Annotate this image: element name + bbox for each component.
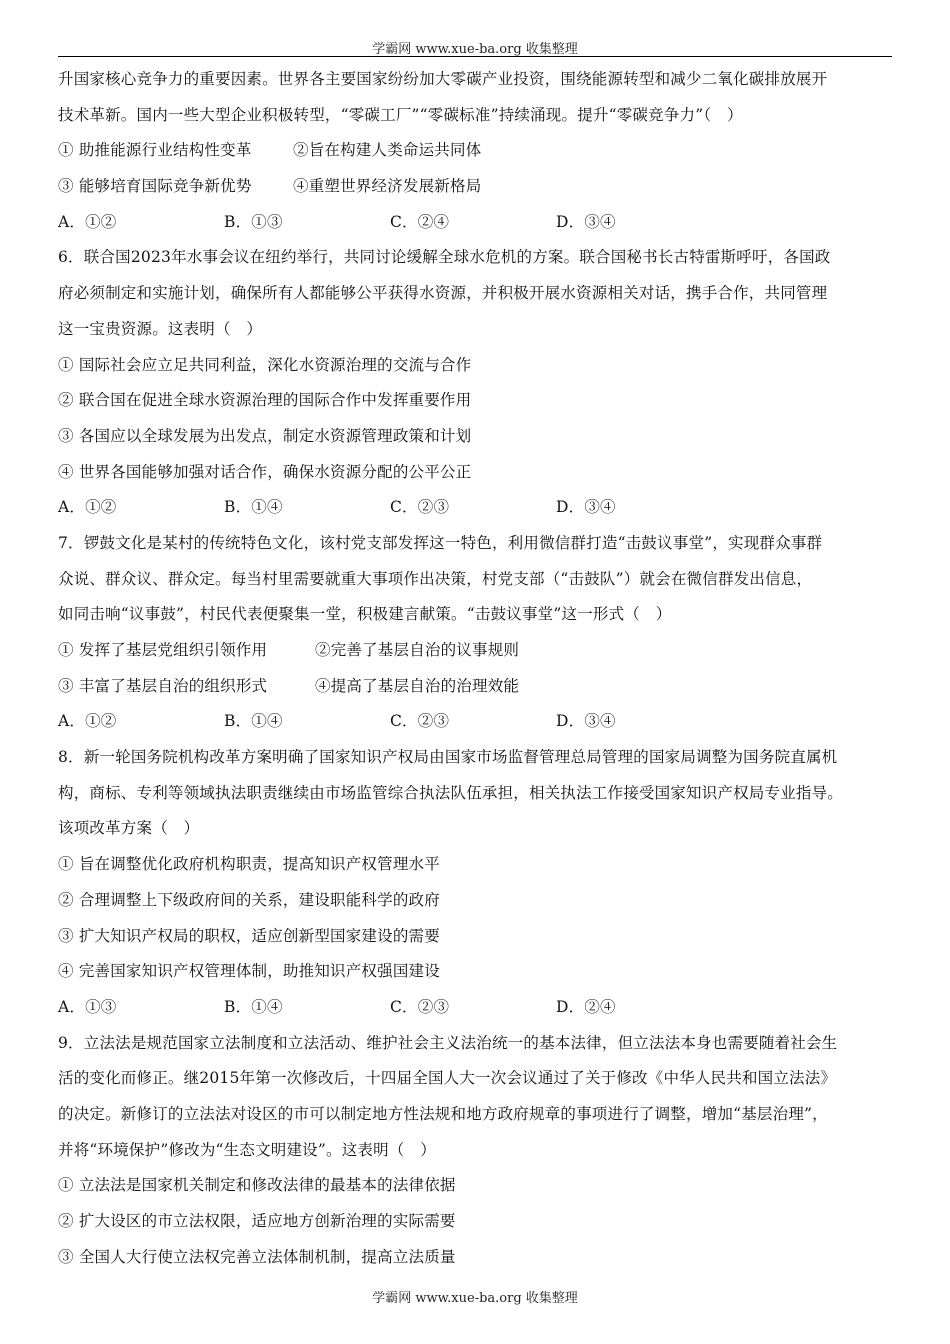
q5-option-4: ④重塑世界经济发展新格局 [293,177,482,196]
q7-options-row [58,633,892,669]
q5-choice-a: A．①② [58,212,117,231]
q8-choice-a: A．①③ [58,997,117,1016]
q8-choice-d: D．②④ [556,997,616,1016]
q8-stem-line: 构，商标、专利等领域执法职责继续由市场监管综合执法队伍承担，相关执法工作接受国家知识产权局专业指导。 [58,783,844,802]
q6-option-1: ① 国际社会应立足共同利益，深化水资源治理的交流与合作 [58,355,472,374]
q7-options-row [58,669,892,705]
q8-option-4: ④ 完善国家知识产权管理体制，助推知识产权强国建设 [58,962,440,981]
q9-stem-line: 并将“环境保护”修改为“生态文明建设”。这表明（ ） [58,1140,436,1159]
page-header: 学霸网 www.xue-ba.org 收集整理 [372,42,578,57]
q5-answer-choices [58,205,892,241]
q9-option-1: ① 立法法是国家机关制定和修改法律的最基本的法律依据 [58,1176,456,1195]
q7-choice-a: A．①② [58,712,117,731]
q6-choice-d: D．③④ [556,498,616,517]
q5-stem-line: 升国家核心竞争力的重要因素。世界各主要国家纷纷加大零碳产业投资，围绕能源转型和减少二氧化碳排放展开 [58,70,828,88]
q7-answer-choices [58,704,892,740]
q6-option-3: ③ 各国应以全球发展为出发点，制定水资源管理政策和计划 [58,426,472,445]
document-body [58,62,892,1275]
q6-stem-line: 6．联合国2023年水事会议在纽约举行，共同讨论缓解全球水危机的方案。联合国秘书长古特雷斯呼吁，各国政 [58,248,831,267]
q7-option-3: ③ 丰富了基层自治的组织形式 [58,676,268,695]
q7-choice-c: C．②③ [390,712,450,731]
q8-option-3: ③ 扩大知识产权局的职权，适应创新型国家建设的需要 [58,926,440,945]
q9-stem-line: 的决定。新修订的立法法对设区的市可以制定地方性法规和地方政府规章的事项进行了调整，增加“基层治理”， [58,1104,828,1123]
q7-choice-d: D．③④ [556,712,616,731]
q9-stem-line: 活的变化而修正。继2015年第一次修改后，十四届全国人大一次会议通过了关于修改《中华人民共和国立法法》 [58,1069,837,1088]
q5-stem-line: 技术革新。国内一些大型企业积极转型，“零碳工厂”“零碳标准”持续涌现。提升“零碳竞争力”（ ） [58,105,743,124]
q5-option-2: ②旨在构建人类命运共同体 [293,141,482,160]
page-footer: 学霸网 www.xue-ba.org 收集整理 [372,1291,578,1306]
q5-options-row [58,133,892,169]
q6-choice-b: B．①④ [224,498,283,517]
q6-stem-line: 府必须制定和实施计划，确保所有人都能够公平获得水资源，并积极开展水资源相关对话，携手合作，共同管理 [58,284,828,303]
q8-option-1: ① 旨在调整优化政府机构职责，提高知识产权管理水平 [58,855,440,874]
q7-stem-line: 7．锣鼓文化是某村的传统特色文化，该村党支部发挥这一特色，利用微信群打造“击鼓议事堂”，实现群众事群 [58,533,823,552]
q6-stem-line: 这一宝贵资源。这表明（ ） [58,319,263,338]
q7-choice-b: B．①④ [224,712,283,731]
q6-answer-choices [58,490,892,526]
q8-stem-line: 8．新一轮国务院机构改革方案明确了国家知识产权局由国家市场监督管理总局管理的国家局调整为国务院直属机 [58,748,838,767]
q7-option-4: ④提高了基层自治的治理效能 [315,676,520,695]
q5-choice-d: D．③④ [556,212,616,231]
q6-choice-c: C．②③ [390,498,450,517]
q5-options-row [58,169,892,205]
q7-option-2: ②完善了基层自治的议事规则 [315,641,520,659]
q8-answer-choices [58,990,892,1026]
q8-choice-c: C．②③ [390,997,450,1016]
q7-stem-line: 众说、群众议、群众定。每当村里需要就重大事项作出决策，村党支部（“击鼓队”）就会在微信群发出信息， [58,569,813,588]
q5-option-1: ① 助推能源行业结构性变革 [58,141,252,160]
q9-stem-line: 9．立法法是规范国家立法制度和立法活动、维护社会主义法治统一的基本法律，但立法法本身也需要随着社会生 [58,1033,838,1052]
q7-stem-line: 如同击响“议事鼓”，村民代表便聚集一堂，积极建言献策。“击鼓议事堂”这一形式（ ） [58,605,672,624]
q6-choice-a: A．①② [58,498,117,517]
q8-option-2: ② 合理调整上下级政府间的关系，建设职能科学的政府 [58,890,440,909]
q8-stem-line: 该项改革方案（ ） [58,819,200,838]
q6-option-2: ② 联合国在促进全球水资源治理的国际合作中发挥重要作用 [58,391,472,410]
q9-option-3: ③ 全国人大行使立法权完善立法体制机制，提高立法质量 [58,1247,456,1266]
q8-choice-b: B．①④ [224,997,283,1016]
header-divider [58,56,892,57]
q6-option-4: ④ 世界各国能够加强对话合作，确保水资源分配的公平公正 [58,462,472,481]
q7-option-1: ① 发挥了基层党组织引领作用 [58,641,268,659]
q5-choice-c: C．②④ [390,212,450,231]
q5-option-3: ③ 能够培育国际竞争新优势 [58,177,252,196]
q5-choice-b: B．①③ [224,212,283,231]
q9-option-2: ② 扩大设区的市立法权限，适应地方创新治理的实际需要 [58,1212,456,1230]
